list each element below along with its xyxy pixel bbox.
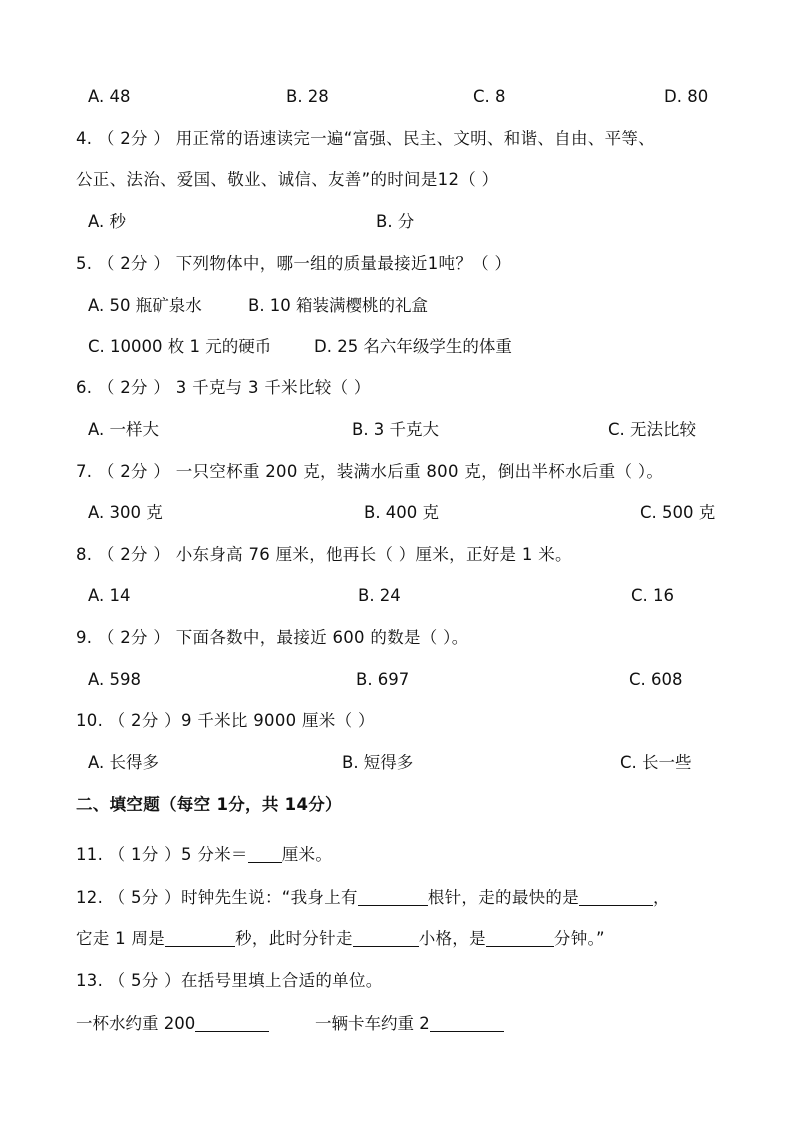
q3-options — [0, 84, 793, 110]
q8-options — [0, 583, 793, 609]
q12-text-b: 根针，走的最快的是 — [427, 888, 580, 907]
q7-option-b[interactable]: B. 400 克 — [364, 503, 440, 522]
q7-option-a[interactable]: A. 300 克 — [88, 503, 163, 522]
q12-blank-2[interactable] — [579, 887, 653, 906]
q5-options-1 — [0, 293, 793, 319]
q4-option-a[interactable]: A. 秒 — [88, 212, 126, 231]
q4-text-line2: 公正、法治、爱国、敬业、诚信、友善”的时间是12（ ） — [76, 170, 499, 189]
q5-options-2 — [0, 334, 793, 360]
q12-text-a: 12. （ 5分 ）时钟先生说：“我身上有 — [76, 888, 358, 907]
q13-text-a: 一杯水约重 200 — [76, 1014, 196, 1033]
q12-question — [0, 885, 793, 911]
q7-question — [0, 459, 793, 485]
q4-text-line1: 4. （ 2分 ） 用正常的语速读完一遍“富强、民主、文明、和谐、自由、平等、 — [76, 129, 655, 148]
q13-question — [0, 968, 793, 994]
q9-option-a[interactable]: A. 598 — [88, 670, 141, 689]
q13-blank-1[interactable] — [195, 1013, 269, 1032]
q13-item-b — [315, 1011, 504, 1037]
q10-options — [0, 750, 793, 776]
q3-option-a[interactable]: A. 48 — [88, 87, 131, 106]
q8-option-b[interactable]: B. 24 — [358, 586, 401, 605]
q7-text: 7. （ 2分 ） 一只空杯重 200 克，装满水后重 800 克，倒出半杯水后重（ ）。 — [76, 462, 664, 481]
q4-options — [0, 209, 793, 235]
q13-items — [0, 1011, 793, 1037]
q6-option-a[interactable]: A. 一样大 — [88, 420, 159, 439]
q6-option-c[interactable]: C. 无法比较 — [608, 420, 697, 439]
q9-options — [0, 667, 793, 693]
q12-blank-3[interactable] — [165, 928, 235, 947]
q12-line1 — [76, 885, 670, 911]
q7-option-c[interactable]: C. 500 克 — [640, 503, 716, 522]
q9-option-b[interactable]: B. 697 — [356, 670, 410, 689]
q13-item-a — [76, 1011, 269, 1037]
q11-line — [76, 842, 332, 868]
q9-option-c[interactable]: C. 608 — [629, 670, 683, 689]
q5-text: 5. （ 2分 ） 下列物体中，哪一组的质量最接近1吨？（ ） — [76, 254, 512, 273]
section-2-title: 二、填空题（每空 1分，共 14分） — [76, 795, 342, 814]
q12-text-c: ， — [653, 888, 670, 907]
q4-question-cont — [0, 167, 793, 193]
q10-option-a[interactable]: A. 长得多 — [88, 753, 159, 772]
q10-question — [0, 708, 793, 734]
q12-line2 — [76, 926, 605, 952]
q11-question — [0, 842, 793, 868]
q10-option-c[interactable]: C. 长一些 — [620, 753, 692, 772]
q8-option-a[interactable]: A. 14 — [88, 586, 131, 605]
q3-option-b[interactable]: B. 28 — [286, 87, 329, 106]
q13-blank-2[interactable] — [430, 1013, 504, 1032]
q12-text-e: 秒，此时分针走 — [235, 929, 353, 948]
q12-blank-1[interactable] — [358, 887, 428, 906]
q6-options — [0, 417, 793, 443]
section-heading-fill-blank — [0, 792, 793, 818]
q11-text-b: 厘米。 — [281, 845, 333, 864]
q5-option-a[interactable]: A. 50 瓶矿泉水 — [88, 296, 202, 315]
q4-option-b[interactable]: B. 分 — [376, 212, 415, 231]
q13-text: 13. （ 5分 ）在括号里填上合适的单位。 — [76, 971, 383, 990]
q12-blank-4[interactable] — [353, 928, 419, 947]
q6-question — [0, 375, 793, 401]
q8-text: 8. （ 2分 ） 小东身高 76 厘米，他再长（ ）厘米，正好是 1 米。 — [76, 545, 572, 564]
q5-option-c[interactable]: C. 10000 枚 1 元的硬币 — [88, 337, 272, 356]
q6-text: 6. （ 2分 ） 3 千克与 3 千米比较（ ） — [76, 378, 371, 397]
q12-text-f: 小格，是 — [418, 929, 486, 948]
q10-option-b[interactable]: B. 短得多 — [342, 753, 414, 772]
q11-text-a: 11. （ 1分 ）5 分米＝ — [76, 845, 248, 864]
q4-question — [0, 126, 793, 152]
q10-text: 10. （ 2分 ）9 千米比 9000 厘米（ ） — [76, 711, 375, 730]
q8-option-c[interactable]: C. 16 — [631, 586, 675, 605]
q12-text-g: 分钟。” — [553, 929, 605, 948]
q9-text: 9. （ 2分 ） 下面各数中，最接近 600 的数是（ ）。 — [76, 628, 469, 647]
q12-text-d: 它走 1 周是 — [76, 929, 166, 948]
q3-option-d[interactable]: D. 80 — [664, 87, 709, 106]
q7-options — [0, 500, 793, 526]
q13-text-b: 一辆卡车约重 2 — [315, 1014, 430, 1033]
q5-option-b[interactable]: B. 10 箱装满樱桃的礼盒 — [248, 296, 429, 315]
q3-option-c[interactable]: C. 8 — [473, 87, 506, 106]
q5-question — [0, 251, 793, 277]
q9-question — [0, 625, 793, 651]
q12-blank-5[interactable] — [486, 928, 554, 947]
q12-question-cont — [0, 926, 793, 952]
q5-option-d[interactable]: D. 25 名六年级学生的体重 — [314, 337, 512, 356]
q11-blank[interactable] — [248, 844, 282, 863]
q8-question — [0, 542, 793, 568]
q6-option-b[interactable]: B. 3 千克大 — [352, 420, 440, 439]
